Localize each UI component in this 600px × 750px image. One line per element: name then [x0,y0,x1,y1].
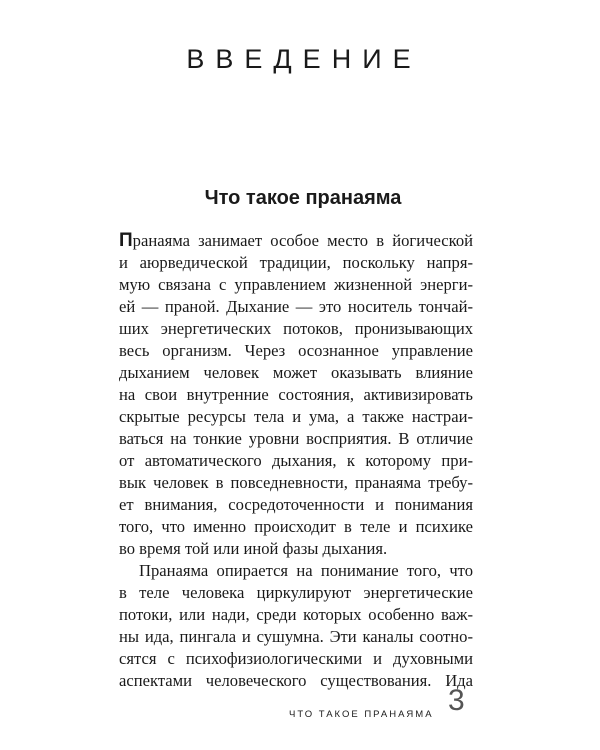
text-line: от автоматического дыхания, к которому при- [119,451,473,470]
text-line: ей — праной. Дыхание — это носитель тончай- [119,297,473,316]
section-title: Что такое пранаяма [204,187,402,209]
text-line: ет внимания, сосредоточенности и понимания [119,495,473,514]
text-line: мую связана с управлением жизненной энерги- [119,275,473,294]
text-line: аспектами человеческого существования. Ида [119,671,473,690]
text-line: на свои внутренние состояния, активизировать [119,385,473,404]
text-line-content: ранаяма занимает особое место в йогической [132,231,473,250]
text-line: того, что именно происходит в теле и психике [119,517,473,536]
text-line: и аюрведической традиции, поскольку напря- [119,253,473,272]
paragraph-1 [119,230,473,560]
text-line: ваться на тонкие уровни восприятия. В отличие [119,429,473,448]
paragraph-2 [119,560,473,692]
text-line: сятся с психофизиологическими и духовными [119,649,473,668]
body-text [119,230,473,692]
chapter-title: ВВЕДЕНИЕ [186,44,422,74]
text-line: Пранаяма опирается на понимание того, что [139,561,473,580]
page-number: 3 [448,684,465,717]
drop-cap: П [119,230,133,251]
text-line: в теле человека циркулируют энергетические [119,583,473,602]
text-line: ны ида, пингала и сушумна. Эти каналы соотно- [119,627,473,646]
page-footer [0,684,600,730]
text-line: скрытые ресурсы тела и ума, а также настраи- [119,407,473,426]
text-line: весь организм. Через осознанное управление [119,341,473,360]
text-line: вык человек в повседневности, пранаяма требу- [119,473,473,492]
text-line: дыханием человек может оказывать влияние [119,363,473,382]
text-line: во время той или иной фазы дыхания. [119,539,388,558]
text-line: ших энергетических потоков, пронизывающих [119,319,473,338]
text-line [119,230,473,252]
text-line: потоки, или нади, среди которых особенно важ- [119,605,473,624]
running-head: ЧТО ТАКОЕ ПРАНАЯМА [289,709,434,720]
